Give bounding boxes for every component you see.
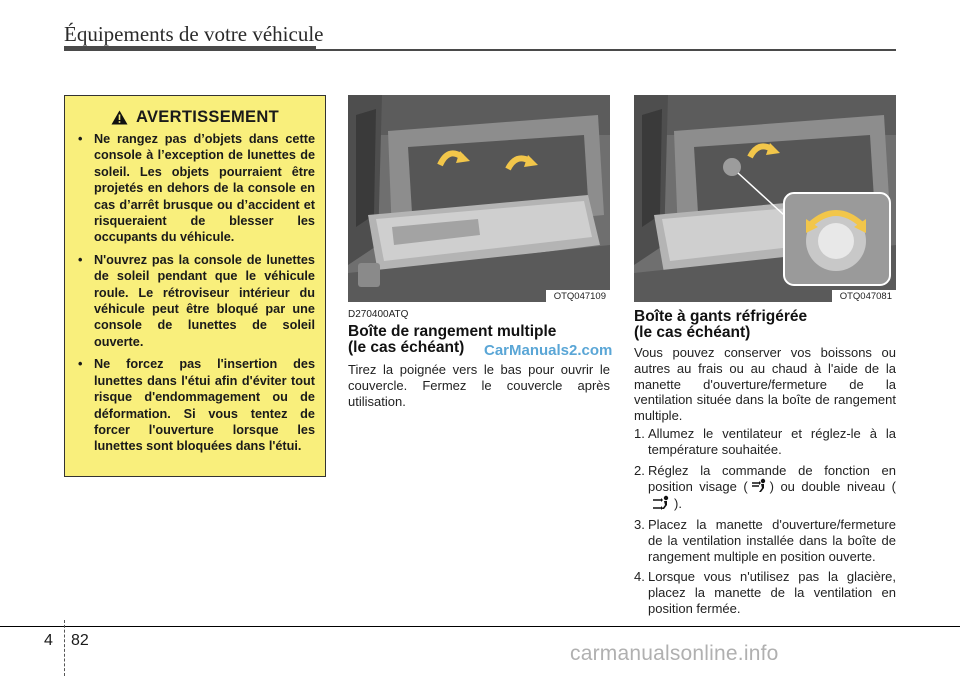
- step-text: Lorsque vous n'utilisez pas la glacière, placez la manette de la ventilation en position fermée.: [648, 569, 896, 616]
- image-code: OTQ047081: [832, 290, 896, 302]
- warning-triangle-icon: [111, 110, 128, 125]
- section-ref-code: D270400ATQ: [348, 309, 409, 320]
- section-heading-line: Boîte à gants réfrigérée: [634, 308, 808, 325]
- steps-list: [634, 426, 896, 622]
- storage-box-illustration: [348, 95, 610, 302]
- cooled-glovebox-illustration: [634, 95, 896, 302]
- step-text: Allumez le ventilateur et réglez-le à la température souhaitée.: [648, 426, 896, 457]
- step-number: 3.: [634, 516, 645, 532]
- warning-list: [75, 131, 315, 455]
- section-heading: [634, 309, 807, 341]
- step-item: [634, 517, 896, 564]
- step-number: 1.: [634, 426, 645, 441]
- step-text: ).: [674, 496, 682, 512]
- storage-box-photo: [348, 95, 610, 302]
- step-item: [634, 569, 896, 616]
- warning-title: AVERTISSEMENT: [136, 108, 279, 126]
- section-heading-line: (le cas échéant): [348, 339, 465, 356]
- section-body: Tirez la poignée vers le bas pour ouvrir le couvercle. Fermez le couvercle après utilisation.: [348, 362, 610, 409]
- face-vent-mode-icon: [750, 478, 768, 494]
- header-rule-thick: [64, 46, 316, 51]
- warning-header: [75, 108, 315, 127]
- footer-watermark: carmanualsonline.info: [570, 642, 779, 665]
- image-code: OTQ047109: [546, 290, 610, 302]
- page-title: Équipements de votre véhicule: [64, 22, 324, 46]
- step-text: Réglez la commande de fonction en position visage (: [648, 462, 896, 495]
- warning-box: [64, 95, 326, 477]
- step-item: [634, 426, 896, 458]
- step-number: 4.: [634, 569, 645, 585]
- section-heading-line: Boîte de rangement multiple: [348, 323, 557, 340]
- page-number-divider: [64, 620, 65, 676]
- section-heading-line: (le cas échéant): [634, 324, 751, 341]
- step-number: 2.: [634, 462, 645, 478]
- bi-level-mode-icon: [650, 495, 672, 511]
- warning-item: • N'ouvrez pas la console de lunettes de soleil pendant que le véhicule roule. Le rétroviseur intérieur du véhicule peut être bloqué par une console de lunettes de soleil ouverte.: [75, 252, 315, 350]
- footer-rule: [0, 626, 960, 627]
- step-text: Placez la manette d'ouverture/fermeture de la ventilation installée dans la boîte de rangement multiple en position ouverte.: [648, 516, 896, 564]
- step-item: [634, 463, 896, 512]
- chapter-number: 4: [44, 632, 53, 649]
- cooled-glovebox-photo: [634, 95, 896, 302]
- warning-item: • Ne forcez pas l'insertion des lunettes dans l'étui afin d'éviter tout risque d'endommagement ou de déformation. Si vous tentez de forcer l'ouverture lorsque les lunettes sont bloquées dans l'étui.: [75, 356, 315, 454]
- warning-item: • Ne rangez pas d’objets dans cette console à l’exception de lunettes de soleil. Les objets pourraient être projetés en dehors de la console en cas d’arrêt brusque ou d’accident et risqueraient de blesser les occupants du véhicule.: [75, 131, 315, 246]
- page-number: 82: [71, 632, 89, 649]
- section-intro: Vous pouvez conserver vos boissons ou autres au frais ou au chaud à l'aide de la manette d'ouverture/fermeture de la ventilation située dans la boîte de rangement multiple.: [634, 345, 896, 424]
- header-rule-thin: [316, 49, 896, 51]
- watermark-text: CarManuals2.com: [484, 342, 613, 359]
- step-text: ) ou double niveau (: [769, 479, 896, 495]
